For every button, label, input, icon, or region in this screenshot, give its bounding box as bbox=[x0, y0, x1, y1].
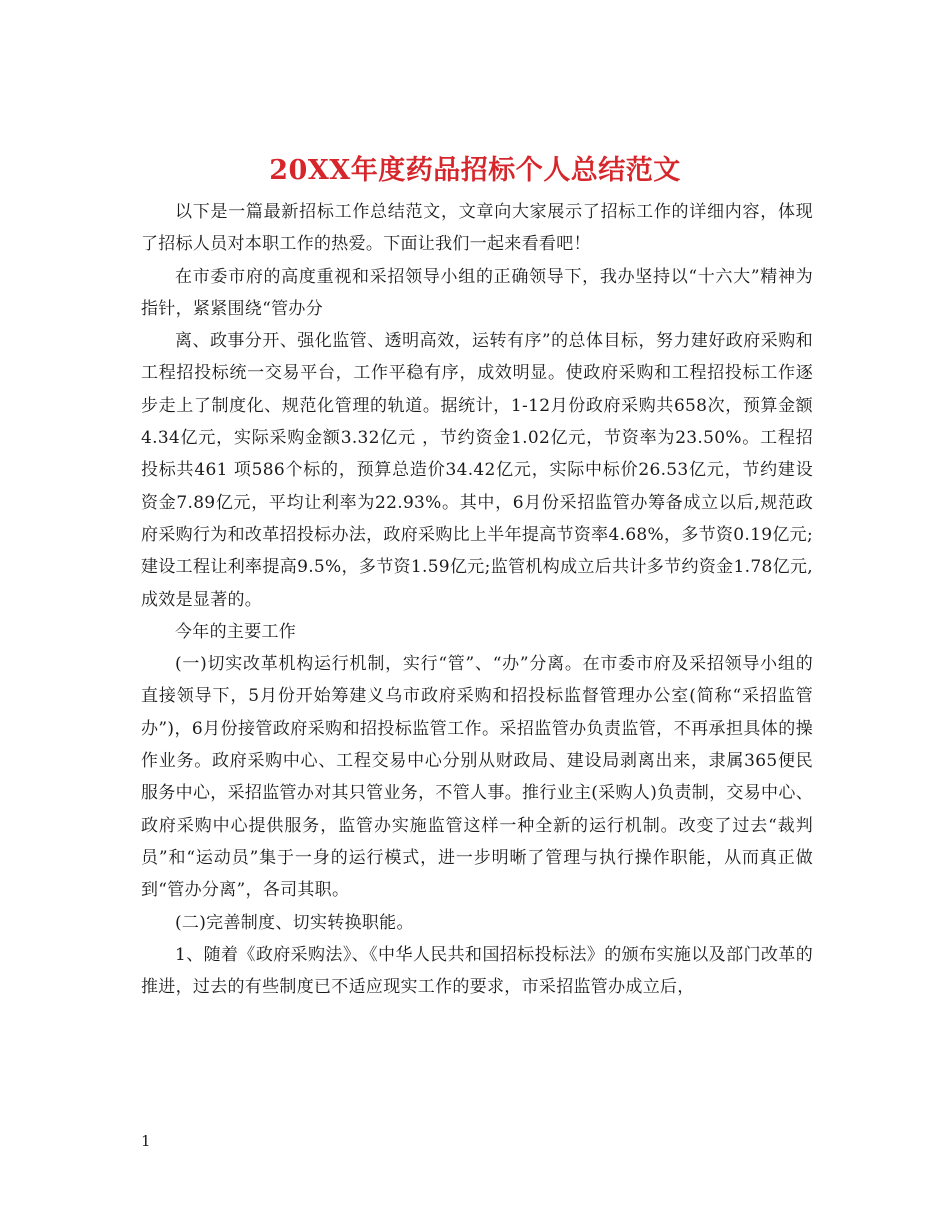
paragraph-intro: 以下是一篇最新招标工作总结范文，文章向大家展示了招标工作的详细内容，体现了招标人员对本职工作的热爱。下面让我们一起来看看吧！ bbox=[141, 202, 813, 255]
paragraph-reform-mechanism: (一)切实改革机构运行机制，实行“管”、“办”分离。在市委市府及采招领导小组的直接领导下，5月份开始筹建义乌市政府采购和招投标监督管理办公室(简称“采招监管办”)，6月份接管政府采购和招投标监管工作。采招监管办负责监管，不再承担具体的操作业务。政府采购中心、工程交易中心分别从财政局、建设局剥离出来，隶属365便民服务中心，采招监管办对其只管业务，不管人事。推行业主(采购人)负责制，交易中心、政府采购中心提供服务，监管办实施监管这样一种全新的运行机制。改变了过去“裁判员”和“运动员”集于一身的运行模式，进一步明晰了管理与执行操作职能，从而真正做到“管办分离”，各司其职。 bbox=[141, 654, 813, 901]
section-heading-improve-system: (二)完善制度、切实转换职能。 bbox=[175, 912, 414, 933]
section-heading-main-work: 今年的主要工作 bbox=[175, 621, 297, 642]
paragraph-leadership: 在市委市府的高度重视和采招领导小组的正确领导下，我办坚持以“十六大”精神为指针，紧紧围绕“管办分 bbox=[141, 266, 813, 319]
paragraph-laws-reform: 1、随着《政府采购法》、《中华人民共和国招标投标法》的颁布实施以及部门改革的推进，过去的有些制度已不适应现实工作的要求，市采招监管办成立后， bbox=[141, 944, 813, 998]
document-body bbox=[141, 196, 813, 1003]
document-title: 20XX年度药品招标个人总结范文 bbox=[269, 155, 681, 187]
page-number: 1 bbox=[141, 1132, 151, 1150]
paragraph-goals-statistics: 离、政事分开、强化监管、透明高效，运转有序”的总体目标，努力建好政府采购和工程招投标统一交易平台，工作平稳有序，成效明显。使政府采购和工程招投标工作逐步走上了制度化、规范化管理的轨道。据统计，1-12月份政府采购共658次，预算金额4.34亿元，实际采购金额3.32亿元 ，节约资金1.02亿元，节资率为23.50%。工程招投标共461 项586个标的，预算总造价34.42亿元，实际中标价26.53亿元，节约建设资金7.89亿元，平均让利率为22.93%。其中，6月份采招监管办筹备成立以后,规范政府采购行为和改革招投标办法，政府采购比上半年提高节资率4.68%，多节资0.19亿元;建设工程让利率提高9.5%，多节资1.59亿元;监管机构成立后共计多节约资金1.78亿元,成效是显著的。 bbox=[141, 331, 813, 610]
